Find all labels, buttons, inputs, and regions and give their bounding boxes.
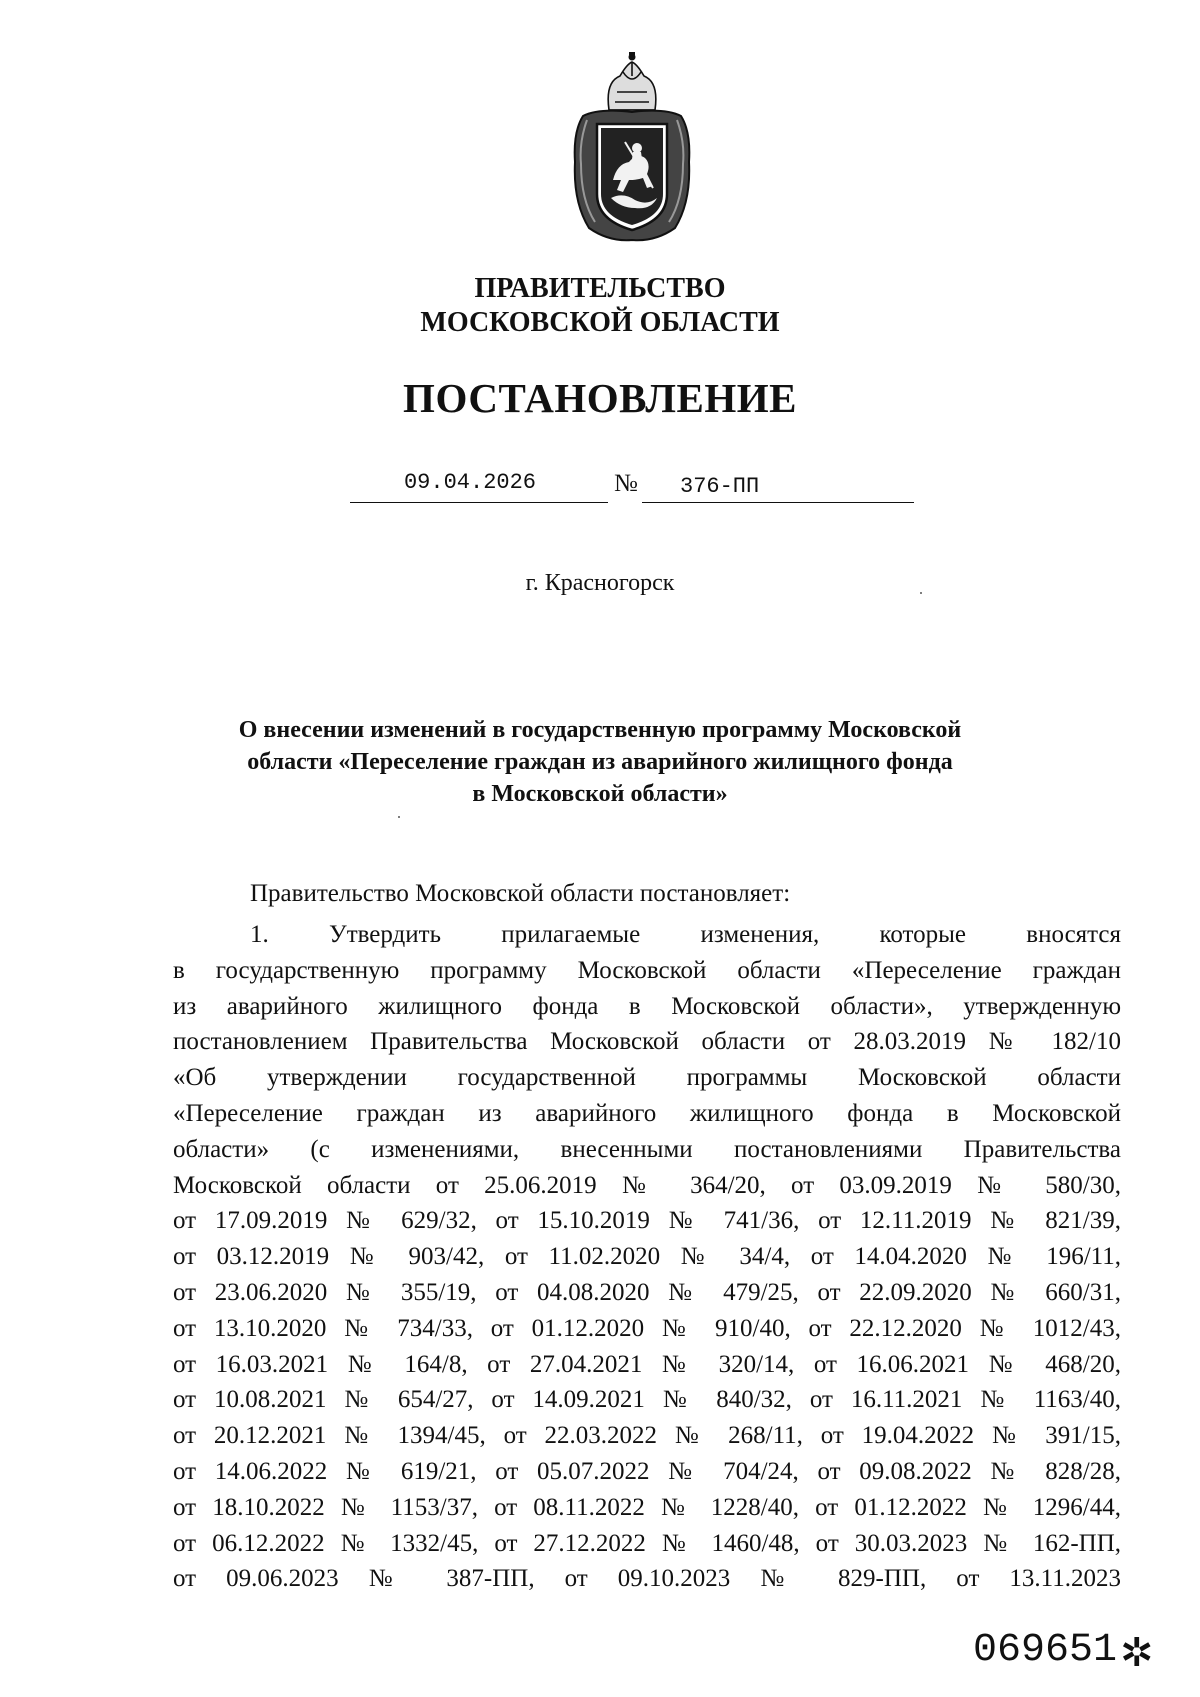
date-underline [350, 502, 608, 503]
resolution-intro: Правительство Московской области постановляет: [250, 880, 791, 907]
body-line: от 23.06.2020 № 355/19, от 04.08.2020 № 479/25, от 22.09.2020 № 660/31, [173, 1278, 1121, 1306]
resolution-body [173, 917, 1121, 1597]
city: г. Красногорск [525, 570, 675, 596]
number-sign: № [614, 470, 638, 497]
document-date: 09.04.2026 [403, 470, 537, 495]
serial-number: 069651 [973, 1628, 1118, 1673]
moscow-oblast-coat-of-arms-icon [565, 52, 699, 244]
body-line: области» (с изменениями, внесенными постановлениями Правительства [173, 1135, 1121, 1163]
body-line: от 06.12.2022 № 1332/45, от 27.12.2022 № 1460/48, от 30.03.2023 № 162-ПП, [173, 1529, 1121, 1557]
body-line: из аварийного жилищного фонда в Московской области», утвержденную [173, 992, 1121, 1020]
body-line: от 09.06.2023 № 387-ПП, от 09.10.2023 № 829-ПП, от 13.11.2023 [173, 1565, 1121, 1593]
subject-line-3: в Московской области» [472, 781, 728, 807]
body-line: от 14.06.2022 № 619/21, от 05.07.2022 № 704/24, от 09.08.2022 № 828/28, [173, 1457, 1121, 1485]
body-line: «Об утверждении государственной программы Московской области [173, 1064, 1121, 1092]
body-line: от 03.12.2019 № 903/42, от 11.02.2020 № 34/4, от 14.04.2020 № 196/11, [173, 1243, 1121, 1271]
body-line: от 18.10.2022 № 1153/37, от 08.11.2022 № 1228/40, от 01.12.2022 № 1296/44, [173, 1493, 1121, 1521]
body-line: 1. Утвердить прилагаемые изменения, которые вносятся [250, 921, 1121, 948]
organization-line-1: ПРАВИТЕЛЬСТВО [474, 273, 726, 304]
body-line: от 16.03.2021 № 164/8, от 27.04.2021 № 320/14, от 16.06.2021 № 468/20, [173, 1350, 1121, 1378]
body-line: от 13.10.2020 № 734/33, от 01.12.2020 № 910/40, от 22.12.2020 № 1012/43, [173, 1314, 1121, 1342]
body-line: постановлением Правительства Московской области от 28.03.2019 № 182/10 [173, 1028, 1121, 1056]
document-subject [0, 714, 1200, 810]
organization-line-2: МОСКОВСКОЙ ОБЛАСТИ [420, 307, 780, 338]
scan-speck [920, 592, 922, 594]
body-line: Московской области от 25.06.2019 № 364/20, от 03.09.2019 № 580/30, [173, 1171, 1121, 1199]
document-type: ПОСТАНОВЛЕНИЕ [403, 375, 797, 421]
number-underline [642, 502, 914, 503]
scan-speck [398, 816, 400, 818]
body-line: «Переселение граждан из аварийного жилищного фонда в Московской [173, 1099, 1121, 1127]
body-line: от 10.08.2021 № 654/27, от 14.09.2021 № 840/32, от 16.11.2021 № 1163/40, [173, 1386, 1121, 1414]
subject-line-1: О внесении изменений в государственную программу Московской [238, 717, 962, 743]
subject-line-2: области «Переселение граждан из аварийного жилищного фонда [247, 749, 953, 775]
asterisk-icon: ✲ [1120, 1630, 1154, 1676]
body-line: в государственную программу Московской области «Переселение граждан [173, 956, 1121, 984]
body-line: от 20.12.2021 № 1394/45, от 22.03.2022 № 268/11, от 19.04.2022 № 391/15, [173, 1422, 1121, 1450]
organization-name [0, 272, 1200, 340]
document-number: 376-ПП [680, 474, 760, 499]
body-line: от 17.09.2019 № 629/32, от 15.10.2019 № 741/36, от 12.11.2019 № 821/39, [173, 1207, 1121, 1235]
